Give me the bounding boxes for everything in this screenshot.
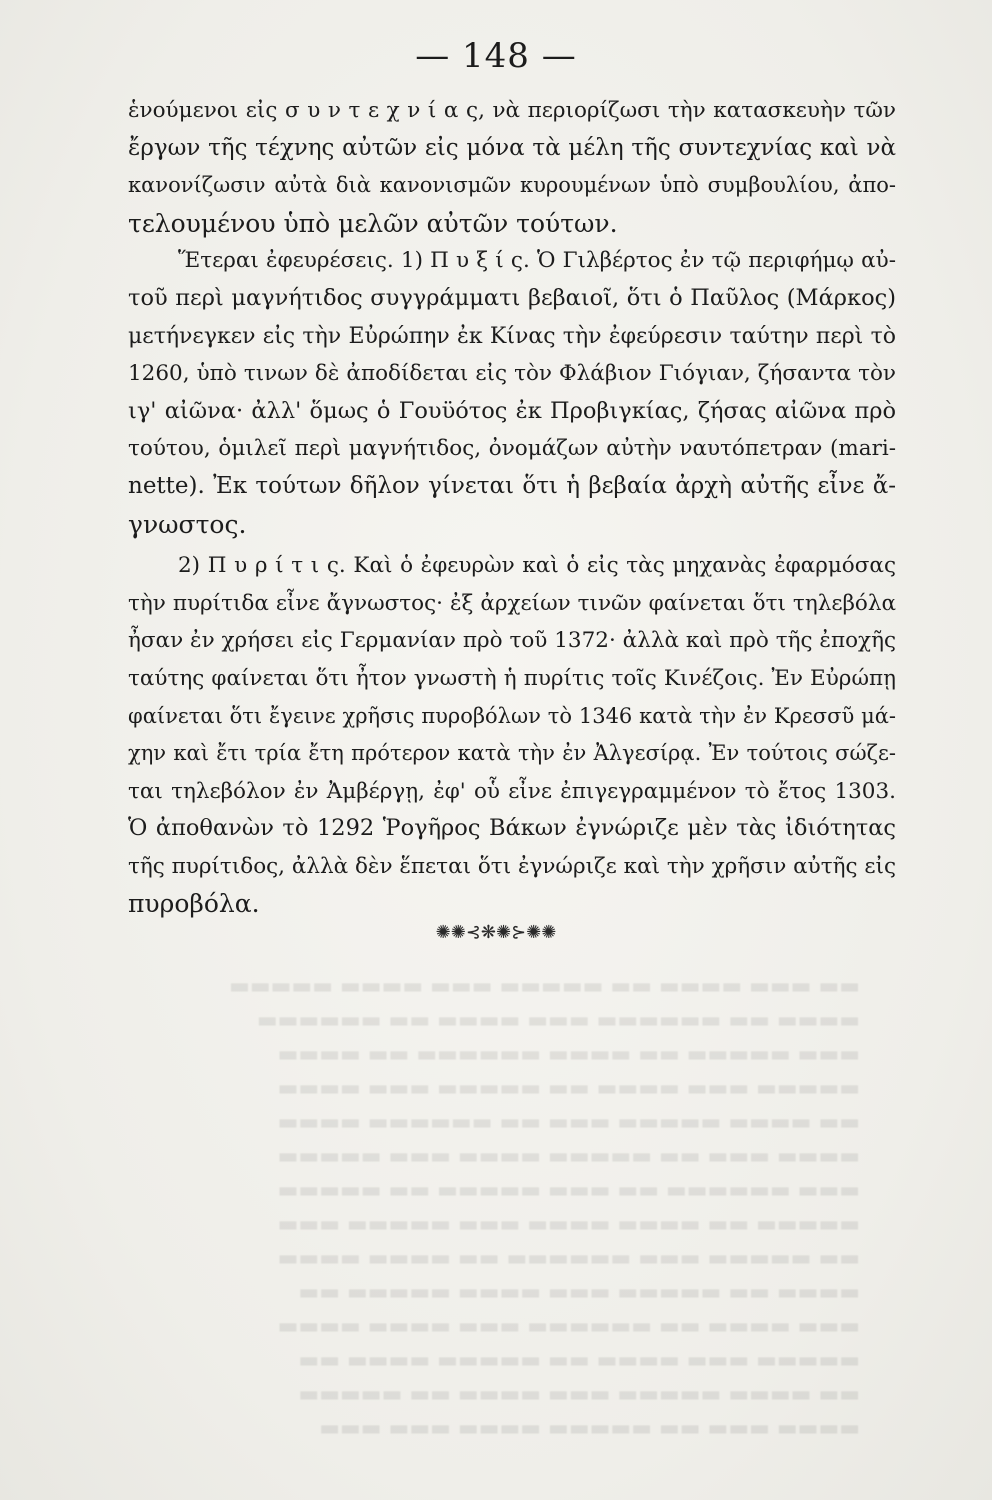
text-line: ἦσαν ἐν χρήσει εἰς Γερμανίαν πρὸ τοῦ 1372· ἀλλὰ καὶ πρὸ τῆς ἐποχῆς [128,628,896,654]
text-line: nette). Ἐκ τούτων δῆλον γίνεται ὅτι ἡ βεβαία ἀρχὴ αὐτῆς εἶνε ἄ- [128,472,896,499]
text-line: ιγ' αἰῶνα· ἀλλ' ὅμως ὁ Γουϋότος ἐκ Προβιγκίας, ζήσας αἰῶνα πρὸ [128,397,896,424]
text-line: τελουμένου ὑπὸ μελῶν αὐτῶν τούτων. [128,208,618,238]
text-line: φαίνεται ὅτι ἔγεινε χρῆσις πυροβόλων τὸ 1346 κατὰ τὴν ἐν Κρεσσῦ μά- [128,703,896,728]
text-line: ταύτης φαίνεται ὅτι ἦτον γνωστὴ ἡ πυρίτις τοῖς Κινέζοις. Ἐν Εὐρώπῃ [128,665,896,691]
text-line: 2) Π υ ρ ί τ ι ς. Καὶ ὁ ἐφευρὼν καὶ ὁ εἰς τὰς μηχανὰς ἐφαρμόσας [178,553,896,579]
text-line: τῆς πυρίτιδος, ἀλλὰ δὲν ἕπεται ὅτι ἐγνώριζε καὶ τὴν χρῆσιν αὐτῆς εἰς [128,853,896,879]
text-line: ται τηλεβόλον ἐν Ἀμβέργῃ, ἐφ' οὗ εἶνε ἐπιγεγραμμένον τὸ ἔτος 1303. [128,778,896,804]
section-ornament: ✺✺⊰❋✺⊱✺✺ [435,922,557,943]
text-line: πυροβόλα. [128,889,260,919]
text-line: 1260, ὑπὸ τινων δὲ ἀποδίδεται εἰς τὸν Φλάβιον Γιόγιαν, ζήσαντα τὸν [128,361,896,387]
text-line: τὴν πυρίτιδα εἶνε ἄγνωστος· ἐξ ἀρχείων τινῶν φαίνεται ὅτι τηλεβόλα [128,590,896,616]
text-line: μετήνεγκεν εἰς τὴν Εὐρώπην ἐκ Κίνας τὴν ἐφεύρεσιν ταύτην περὶ τὸ [128,323,896,349]
text-line: ἔργων τῆς τέχνης αὐτῶν εἰς μόνα τὰ μέλη τῆς συντεχνίας καὶ νὰ [128,134,896,161]
show-through-decoration: ▬▬ ▬▬▬ ▬▬▬▬ ▬▬ ▬▬▬▬▬ ▬▬▬ ▬▬▬▬ ▬▬▬▬▬ ▬▬▬▬ ▬▬ ▬▬▬▬▬▬ ▬▬▬ ▬▬▬▬ ▬▬ ▬▬▬▬▬▬ ▬▬▬ ▬▬▬▬▬ ▬▬ ▬▬▬▬ ▬▬▬▬▬▬ ▬▬ ▬▬▬▬ ▬▬▬▬▬ ▬▬▬ ▬▬▬▬ ▬▬ ▬▬▬▬▬ ▬▬▬ ▬▬▬▬ ▬▬ ▬▬▬▬ ▬▬▬▬▬ ▬▬▬ ▬▬ ▬▬▬▬▬▬ ▬▬▬▬ ▬▬▬▬ ▬▬▬ ▬▬ ▬▬▬▬▬ ▬▬▬▬ ▬▬▬ ▬▬▬▬▬ ▬▬▬ ▬▬▬▬▬▬ ▬▬ ▬▬▬ ▬▬▬▬▬ ▬▬ ▬▬▬▬▬ ▬▬▬▬▬ ▬▬ ▬▬▬▬ ▬▬▬▬ ▬▬▬ ▬▬▬▬▬ ▬▬▬ ▬▬ ▬▬▬▬▬ ▬▬▬ ▬▬▬▬▬▬ ▬▬ ▬▬▬▬ ▬▬▬▬ ▬▬▬▬ ▬▬ ▬▬▬▬▬ ▬▬▬ ▬▬▬▬ ▬▬▬▬▬ ▬▬ ▬▬▬ ▬▬▬▬ ▬▬ ▬▬▬▬▬▬ ▬▬▬ ▬▬▬▬ ▬▬▬▬ ▬▬▬▬▬ ▬▬▬ ▬▬▬▬ ▬▬ ▬▬▬▬▬ ▬▬▬▬ ▬▬ ▬▬ ▬▬▬▬ ▬▬▬▬▬ ▬▬▬ ▬▬▬▬ ▬▬ ▬▬▬▬▬ ▬▬▬▬ ▬▬▬ ▬▬ ▬▬▬▬▬ ▬▬▬▬ ▬▬▬ ▬▬▬ [229,974,860,1441]
text-line: κανονίζωσιν αὐτὰ διὰ κανονισμῶν κυρουμένων ὑπὸ συμβουλίου, ἀπο- [128,173,896,198]
text-line: ἑνούμενοι εἰς σ υ ν τ ε χ ν ί α ς, νὰ περιορίζωσι τὴν κατασκευὴν τῶν [128,98,896,123]
text-line: τοῦ περὶ μαγνήτιδος συγγράμματι βεβαιοῖ, ὅτι ὁ Παῦλος (Μάρκος) [128,284,896,311]
body-text [128,92,896,923]
text-line: Ἕτεραι ἐφευρέσεις. 1) Π υ ξ ί ς. Ὁ Γιλβέρτος ἐν τῷ περιφήμῳ αὐ- [178,248,896,274]
text-line: χην καὶ ἔτι τρία ἔτη πρότερον κατὰ τὴν ἐν Ἀλγεσίρᾳ. Ἐν τούτοις σώζε- [128,741,896,766]
text-line: Ὁ ἀποθανὼν τὸ 1292 Ῥογῆρος Βάκων ἐγνώριζε μὲν τὰς ἰδιότητας [128,815,896,842]
text-line: τούτου, ὁμιλεῖ περὶ μαγνήτιδος, ὀνομάζων αὐτὴν ναυτόπετραν (mari- [128,436,896,462]
page-number: — 148 — [415,36,577,76]
text-line: γνωστος. [128,509,247,539]
